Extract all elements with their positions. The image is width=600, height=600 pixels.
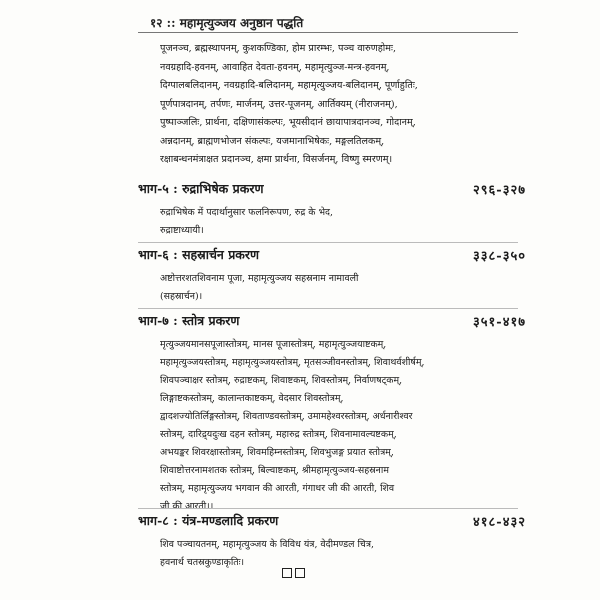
intro-paragraph bbox=[160, 40, 540, 170]
intro-line: नवग्रहादि-हवनम्, आवाहित देवता-हवनम्, महामृत्युञ्ज-मन्त्र-हवनम्, bbox=[160, 61, 390, 73]
intro-line: अन्नदानम्, ब्राह्मणभोजन संकल्पः, यजमानाभिषेकः, मङ्गलतिलकम्, bbox=[160, 135, 385, 147]
page-range: ४१८-४३२ bbox=[473, 515, 526, 530]
section-title: भाग-८ : यंत्र-मण्डलादि प्रकरण bbox=[138, 513, 279, 528]
section-content bbox=[138, 336, 538, 516]
page-range: ३३८-३५० bbox=[473, 249, 526, 264]
section-part-5 bbox=[138, 180, 538, 240]
section-line: अष्टोत्तरशतशिवनाम पूजा, महामृत्युञ्जय सहस्रनाम नामावली bbox=[160, 273, 359, 284]
section-heading bbox=[138, 312, 538, 336]
section-line: रुद्राष्टाध्यायी। bbox=[160, 225, 204, 236]
section-line: द्वादशज्योतिर्लिङ्गस्तोत्रम्, शिवताण्डवस्तोत्रम्, उमामहेश्वरस्तोत्रम्, अर्धनारीश्वर bbox=[160, 411, 413, 422]
intro-line: दिग्पालबलिदानम्, नवग्रहादि-बलिदानम्, महामृत्युञ्जय-बलिदानम्, पूर्णाहुतिः, bbox=[160, 80, 418, 91]
section-line: (सहस्रार्चन)। bbox=[160, 291, 203, 302]
section-divider bbox=[138, 308, 518, 309]
section-content bbox=[138, 536, 538, 572]
running-header: १२ :: महामृत्युञ्जय अनुष्ठान पद्धति bbox=[150, 16, 304, 30]
section-content bbox=[138, 204, 538, 240]
section-content bbox=[138, 270, 538, 306]
section-line: अभयङ्कर शिवरक्षास्तोत्रम्, शिवमहिम्नस्तोत्रम्, शिवभुजङ्ग प्रयात स्तोत्रम्, bbox=[160, 447, 394, 458]
square-ornament-icon bbox=[295, 568, 305, 578]
section-divider bbox=[138, 508, 518, 509]
section-line: मृत्युञ्जयमानसपूजास्तोत्रम्, मानस पूजास्तोत्रम्, महामृत्युञ्जयाष्टकम्, bbox=[160, 339, 387, 350]
section-part-7 bbox=[138, 312, 538, 516]
section-line: हवनार्थ चतस्रकुण्डाकृतिः। bbox=[160, 557, 245, 568]
section-line: महामृत्युञ्जयस्तोत्रम्, महामृत्युञ्जयस्तोत्रम्, मृतसञ्जीवनस्तोत्रम्, शिवाथर्वशीर्षम्, bbox=[160, 357, 425, 368]
page-range: २९६-३२७ bbox=[473, 183, 526, 198]
intro-line: पूजनञ्च, ब्रह्मस्थापनम्, कुशकण्डिका, होम प्रारम्भः, पञ्च वारुणहोमः, bbox=[160, 43, 397, 54]
section-heading bbox=[138, 180, 538, 204]
section-title: भाग-६ : सहस्रार्चन प्रकरण bbox=[138, 247, 260, 262]
section-line: शिवपञ्चाक्षर स्तोत्रम्, रुद्राष्टकम्, शिवाष्टकम्, शिवस्तोत्रम्, निर्वाणषट्कम्, bbox=[160, 375, 403, 386]
page-range: ३५१-४१७ bbox=[473, 315, 526, 330]
section-line: रुद्राभिषेक में पदार्थानुसार फलनिरूपण, रुद्र के भेद, bbox=[160, 207, 334, 218]
section-line: जी की आरती।। bbox=[160, 501, 214, 512]
square-ornament-icon bbox=[282, 568, 292, 578]
header-rule bbox=[138, 32, 518, 33]
section-heading bbox=[138, 512, 538, 536]
section-part-6 bbox=[138, 246, 538, 306]
section-line: लिङ्गाष्टकस्तोत्रम्, कालान्तकाष्टकम्, वेदसार शिवस्तोत्रम्, bbox=[160, 393, 344, 404]
end-ornament-icon bbox=[282, 568, 310, 578]
section-heading bbox=[138, 246, 538, 270]
section-title: भाग-५ : रुद्राभिषेक प्रकरण bbox=[138, 181, 264, 196]
intro-line: रक्षाबन्धनमंत्राक्षत प्रदानञ्च, क्षमा प्रार्थना, विसर्जनम्, विष्णु स्मरणम्। bbox=[160, 154, 393, 165]
section-line: शिव पञ्चायतनम्, महामृत्युञ्जय के विविध यंत्र, वेदीमण्डल चित्र, bbox=[160, 539, 375, 550]
section-line: स्तोत्रम्, दारिद्र्यदुःख दहन स्तोत्रम्, महारुद्र स्तोत्रम्, शिवनामावल्यष्टकम्, bbox=[160, 429, 397, 440]
section-line: स्तोत्रम्, महामृत्युञ्जय भगवान की आरती, गंगाधर जी की आरती, शिव bbox=[160, 483, 395, 494]
intro-line: पुष्पाञ्जलिः, प्रार्थना, दक्षिणासंकल्पः, भूयसीदानं छायापात्रदानञ्च, गोदानम्, bbox=[160, 117, 416, 128]
section-title: भाग-७ : स्तोत्र प्रकरण bbox=[138, 313, 240, 328]
intro-line: पूर्णपात्रदानम्, तर्पणः, मार्जनम्, उत्तर-पूजनम्, आर्तिक्यम् (नीराजनम्), bbox=[160, 98, 398, 110]
section-line: शिवाष्टोत्तरनामशतक स्तोत्रम्, बिल्वाष्टकम्, श्रीमहामृत्युञ्जय-सहस्रनाम bbox=[160, 465, 389, 476]
section-part-8 bbox=[138, 512, 538, 572]
section-divider bbox=[138, 242, 518, 243]
